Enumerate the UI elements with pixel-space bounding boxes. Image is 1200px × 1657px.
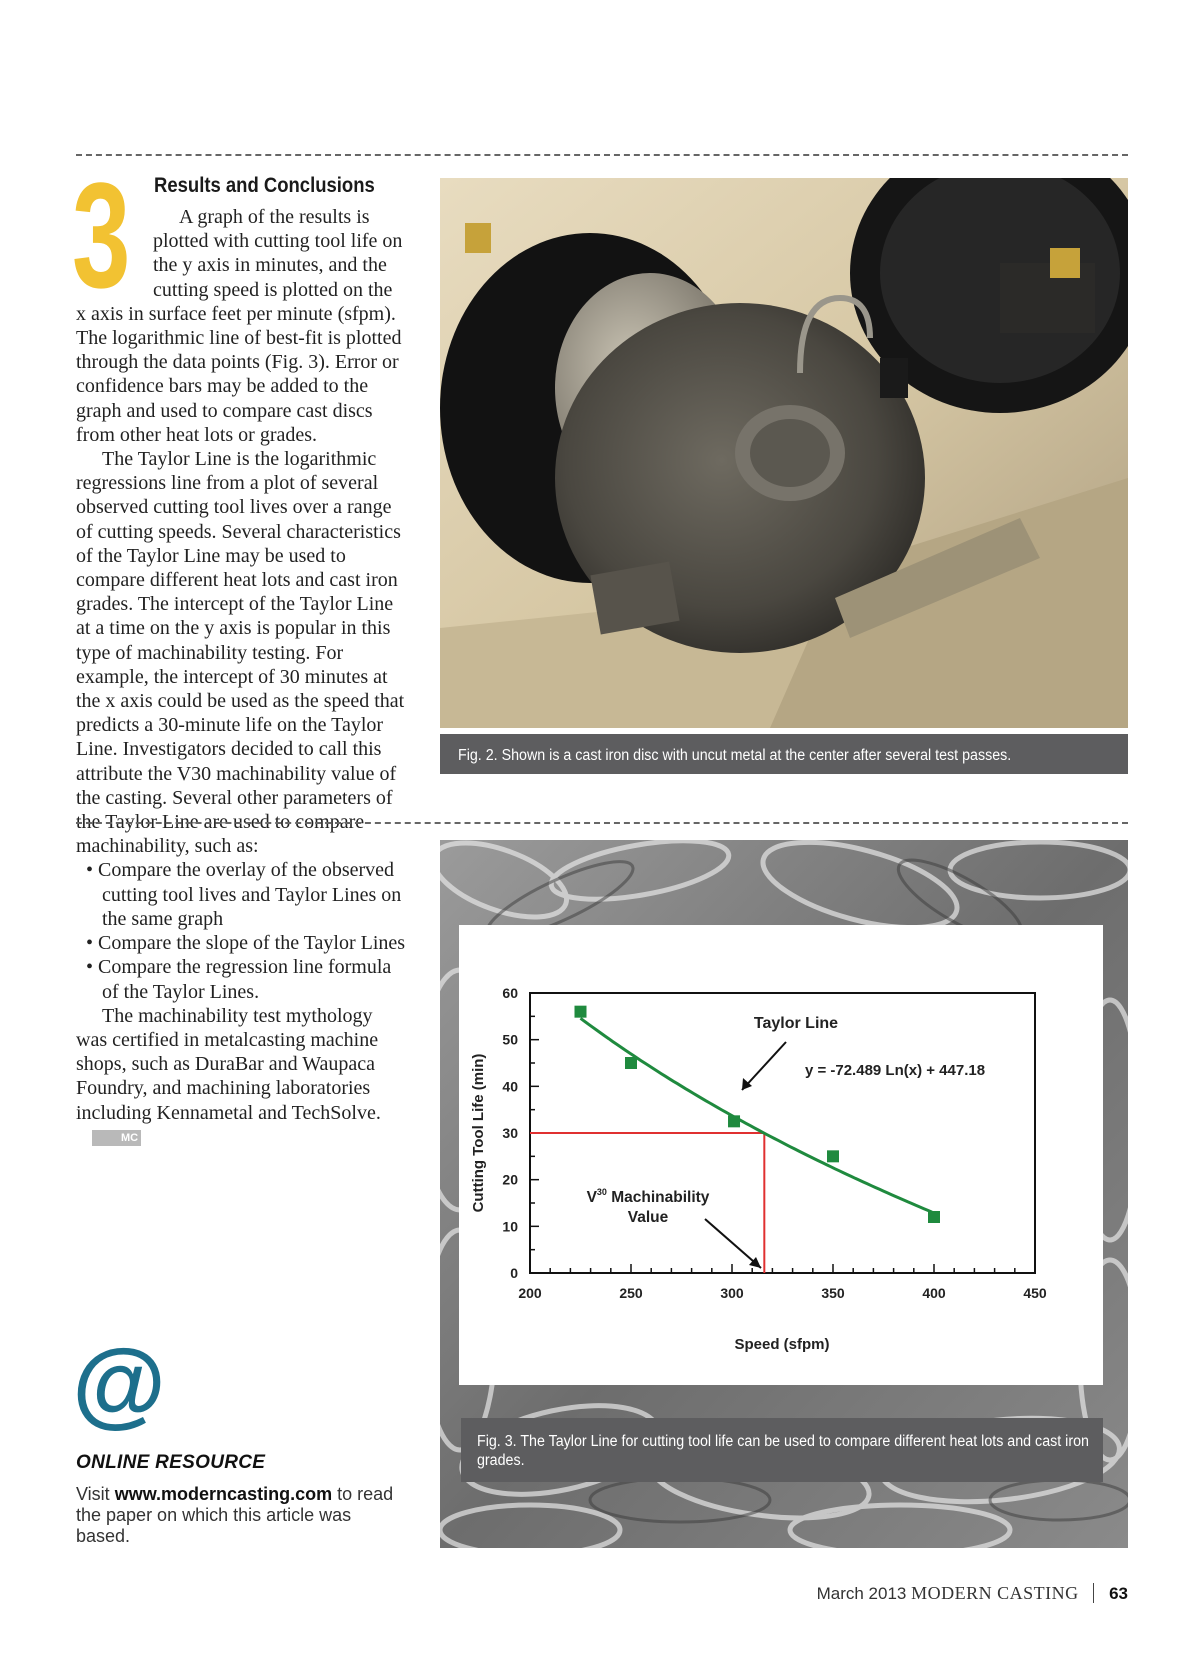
magazine-name: MODERN CASTING [911, 1583, 1079, 1603]
y-tick-label: 50 [502, 1031, 518, 1048]
x-tick-label: 450 [1023, 1285, 1047, 1301]
paragraph-1: A graph of the results is plotted with cutting tool life on the y axis in minutes, and the cutting speed is plotted on the x axis in surface feet per minute (sfpm). The logarithmic line of best-fit is plotted through the data points (Fig. 3). Error or confidence bars may be added to the graph and used to compare cast discs from other heat lots or grades. [76, 206, 403, 446]
v30-arrow [705, 1219, 761, 1268]
fig2-caption: Fig. 2. Shown is a cast iron disc with uncut metal at the center after several test passes. [440, 734, 1128, 774]
v30-label: $V^{30}$ Machinability [586, 1187, 710, 1206]
bullet-list [76, 858, 406, 1003]
svg-text:@: @ [72, 1340, 166, 1434]
y-tick-label: 0 [510, 1265, 518, 1281]
list-item: • Compare the overlay of the observed cutting tool lives and Taylor Lines on the same graph [86, 859, 402, 930]
at-sign-icon [72, 1340, 166, 1434]
y-tick-label: 30 [502, 1125, 518, 1141]
v30-label-line2: Value [627, 1209, 669, 1226]
data-point [827, 1150, 839, 1162]
section-heading: Results and Conclusions [154, 174, 375, 197]
end-mark-badge: MC [92, 1130, 141, 1146]
list-item: • Compare the slope of the Taylor Lines [86, 932, 406, 955]
paragraph-3: The machinability test mythology was certified in metalcasting machine shops, such as DuraBar and Waupaca Foundry, and machining laboratories including Kennametal and TechSolve.MC [76, 1004, 381, 1145]
top-divider [76, 154, 1128, 156]
y-tick-label: 20 [502, 1171, 518, 1188]
x-tick-label: 350 [821, 1285, 845, 1301]
y-tick-label: 40 [502, 1078, 518, 1095]
x-tick-label: 400 [922, 1285, 946, 1301]
y-axis-label: Cutting Tool Life (min) [470, 1053, 487, 1213]
data-point [575, 1006, 587, 1018]
online-resource-text: Visit www.moderncasting.com to read the paper on which this article was based. [76, 1484, 394, 1546]
online-resource-heading: ONLINE RESOURCE [76, 1452, 266, 1473]
data-point [625, 1057, 637, 1069]
drop-number-space [76, 205, 153, 297]
y-tick-label: 60 [502, 985, 518, 1001]
taylor-line-label: Taylor Line [753, 1015, 839, 1032]
equation-label: y = -72.489 Ln(x) + 447.18 [804, 1062, 986, 1079]
fig3-caption: Fig. 3. The Taylor Line for cutting tool life can be used to compare different heat lots and cast iron grades. [461, 1418, 1103, 1482]
x-tick-label: 200 [518, 1285, 542, 1301]
y-tick-label: 10 [502, 1218, 518, 1235]
page-number: 63 [1109, 1584, 1128, 1603]
taylor-line-arrow [742, 1042, 786, 1090]
taylor-fit-line [581, 1018, 933, 1212]
x-tick-label: 250 [619, 1285, 643, 1301]
issue-date: March 2013 [816, 1584, 907, 1603]
page-footer [817, 1583, 1128, 1604]
list-item: • Compare the regression line formula of the Taylor Lines. [86, 956, 392, 1003]
footer-separator [1093, 1583, 1094, 1603]
middle-divider [76, 822, 1128, 824]
data-point [928, 1211, 940, 1223]
chart-panel [459, 925, 1103, 1385]
article-body [76, 205, 406, 1149]
website-link[interactable]: www.moderncasting.com [114, 1484, 333, 1504]
section-number: 3 [72, 151, 127, 319]
x-tick-label: 300 [720, 1285, 744, 1301]
paragraph-2: The Taylor Line is the logarithmic regressions line from a plot of several observed cutting tool lives over a range of cutting speeds. Several characteristics of the Taylor Line may be used to compare different heat lots and cast iron grades. The intercept of the Taylor Line at a time on the y axis is popular in this type of machinability testing. For example, the intercept of 30 minutes at the x axis could be used as the speed that predicts a 30-minute life on the Taylor Line. Investigators decided to call this attribute the V30 machinability value of the casting. Several other parameters of the Taylor Line are used to compare machinability, such as: [76, 448, 405, 858]
taylor-line-chart [459, 925, 1103, 1385]
data-point [728, 1115, 740, 1127]
x-axis-label: Speed (sfpm) [734, 1336, 830, 1353]
fig2-photo [440, 178, 1128, 728]
